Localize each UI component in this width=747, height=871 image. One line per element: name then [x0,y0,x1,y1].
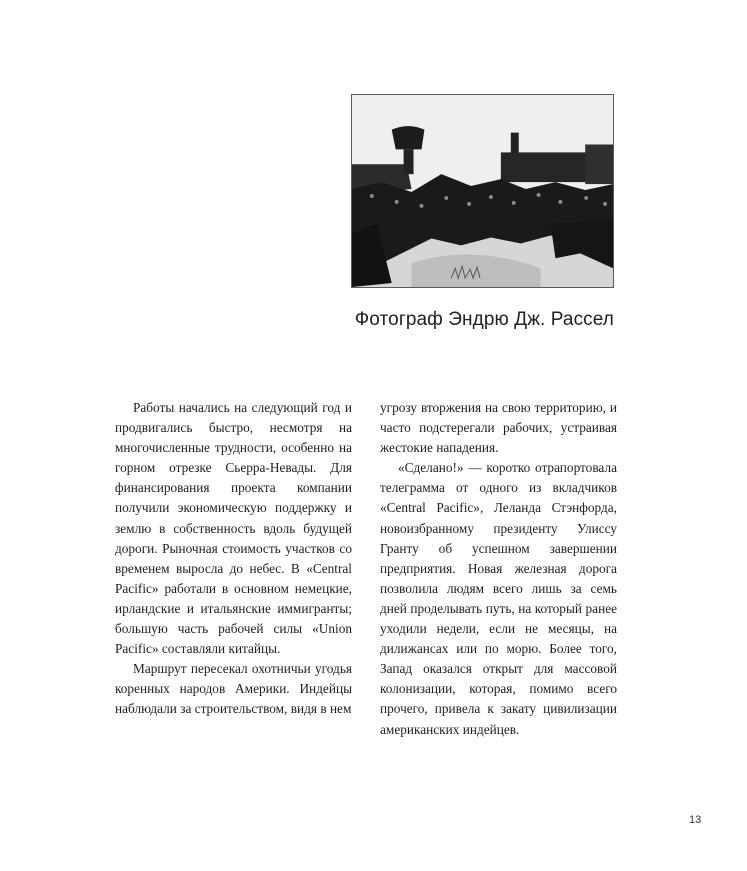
page-number: 13 [689,814,702,826]
photo-caption: Фотограф Эндрю Дж. Рассел [354,309,614,330]
paragraph: «Сделано!» — коротко отрапортовала телеграмма от одного из вкладчиков «Central Pacific», Леланда Стэнфорда, новоизбранному президенту Улиссу Гранту об успешном завершении предприятия. Новая железная дорога позволила людям всего лишь за семь дней проделывать путь, на который ранее уходили недели, если не месяцы, на дилижансах или по морю. Более того, Запад оказался открыт для массовой колонизации, которая, помимо всего прочего, привела к закату цивилизации американских индейцев. [380,460,617,737]
right-text-column [380,398,617,740]
paragraph: Маршрут пересекал охотничьи угодья коренных народов Америки. Индейцы наблюдали за строительством, видя в нем [115,661,352,717]
left-text-column [115,398,352,720]
paragraph: угрозу вторжения на свою территорию, и часто подстерегали рабочих, устраивая жестокие нападения. [380,400,617,456]
paragraph: Работы начались на следующий год и продвигались быстро, несмотря на многочисленные трудности, особенно на горном отрезке Сьерра-Невады. Для финансирования проекта компании получили экономическую поддержку и землю в собственность вдоль будущей дороги. Рыночная стоимость участков со временем выросла до небес. В «Central Pacific» работали в основном немецкие, ирландские и итальянские иммигранты; большую часть рабочей силы «Union Pacific» составляли китайцы. [115,400,352,657]
historic-railroad-photo [351,94,614,288]
photo-illustration [352,95,613,287]
